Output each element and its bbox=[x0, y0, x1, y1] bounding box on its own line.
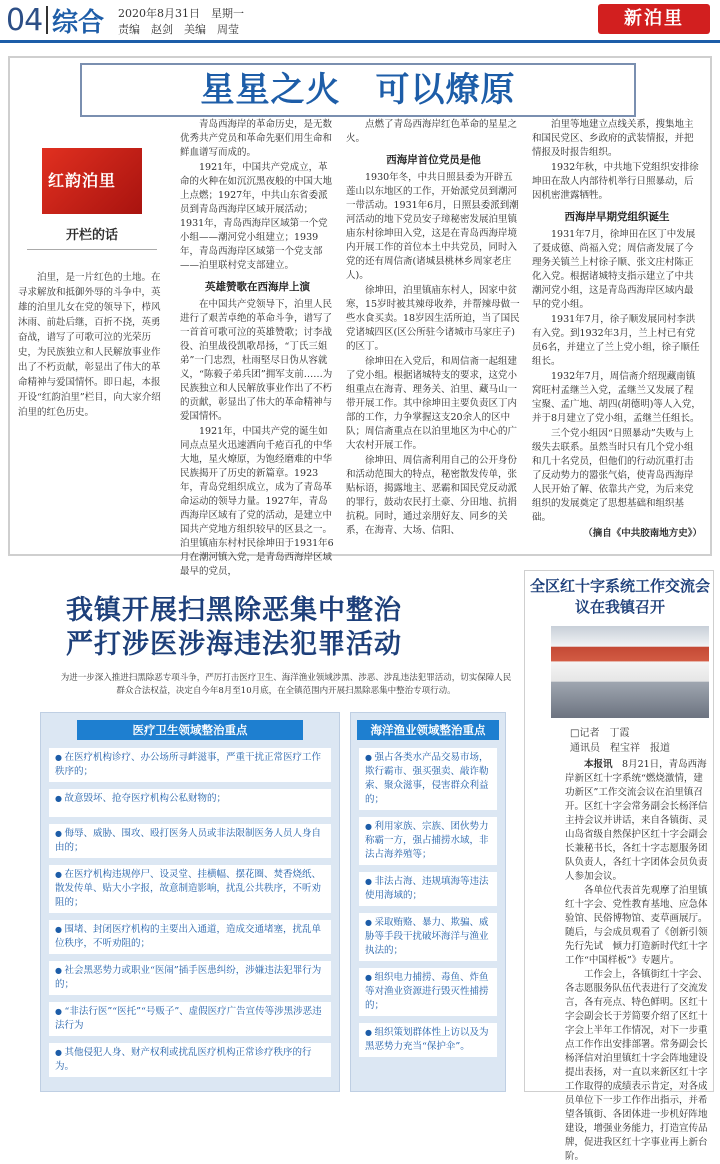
article2-summary: 为进一步深入推进扫黑除恶专项斗争，严厉打击医疗卫生、海洋渔业领域涉黑、涉恶、涉乱违法犯罪活动，切实保障人民群众合法权益，决定自今年8月至10月底，在全镇范围内开展扫黑除恶集中整治专项行动。 bbox=[60, 673, 512, 696]
subheading: 西海岸首位党员是他 bbox=[386, 154, 481, 166]
list-item: ● 采取贿赂、暴力、欺骗、威胁等手段干扰破坏海洋与渔业执法的； bbox=[359, 913, 497, 961]
article3-body bbox=[565, 758, 718, 1162]
column-label: 开栏的话 bbox=[65, 228, 118, 243]
list-item: ● 围堵、封闭医疗机构的主要出入通道，造成交通堵塞，扰乱单位秩序，不听劝阻的； bbox=[49, 920, 331, 954]
paragraph: 三个党小组因“日照暴动”失败与上级失去联系。虽然当时只有几个党小组和几十名党员，但他们的行动沉重打击了反动势力的嚣张气焰，使青岛西海岸人民开始了解、依靠共产党，为后来党组织的发展奠定了思想基础和组织基础。 bbox=[532, 428, 694, 523]
subheading: 西海岸早期党组织诞生 bbox=[564, 211, 670, 223]
list-item: ● 在医疗机构违规停尸、设灵堂、挂横幅、摆花圈、焚香烧纸、散发传单、贴大小字报，故意制造影响，扰乱公共秩序，不听劝阻的； bbox=[49, 865, 331, 913]
paragraph: 徐坤田在入党后，和周信斋一起组建了党小组。根据诸城特支的要求，这党小组重点在海青、理务关、泊里、藏马山一带开展工作。其中徐坤田主要负责区丁内部的工作，力争掌握这支20余人的区中队；周信斋重点在以泊里地区为中心的广大农村开展工作。 bbox=[346, 356, 518, 451]
list-item: ● 非法占海、违规填海等违法使用海域的； bbox=[359, 872, 497, 906]
paragraph: 徐坤田，泊里镇庙东村人，因家中贫寒，15岁时被其辣母收养，并帮辣母做一些水食买卖。18岁因生活所迫，当了国民党诸城四区(区公所驻今诸城市马家庄子)的区丁。 bbox=[346, 285, 520, 352]
column-intro-sidebar bbox=[14, 118, 170, 552]
article1-column-1 bbox=[180, 118, 335, 577]
meeting-photo bbox=[551, 626, 709, 718]
paragraph-text: 8月21日，青岛西海岸新区红十字系统“燃烧激情，建功新区”工作交流会议在泊里镇召开。区红十字会常务副会长杨泽信主持会议并讲话，来自各镇街、灵山岛省级自然保护区红十字会副会长兼秘书长，各红十字志愿服务团队负责人，各红十字团体会员负责人参加会议。 bbox=[565, 759, 708, 882]
article1-column-3 bbox=[532, 118, 702, 552]
paragraph: 各单位代表首先观摩了泊里镇红十字会、党性教育基地、应急体验馆、民俗博物馆、麦草画展厅。随后，与会成员观看了《创新引领 先行先试 倾力打造新时代红十字工作“中国样板”》专题片。 bbox=[565, 885, 718, 966]
header-divider bbox=[46, 6, 48, 34]
paragraph bbox=[565, 758, 710, 884]
paragraph: 1931年7月，徐坤田在区丁中发展了聂成德、尚福入党；周信斋发展了今理务关镇兰上村徐子顺、张文庄村陈正化入党。根据诸城特支指示建立了中共潮河党小组，这是青岛西海岸区域内最早的党小组。 bbox=[532, 229, 696, 310]
paragraph: 青岛西海岸的革命历史，是无数优秀共产党员和革命先驱们用生命和鲜血谱写而成的。 bbox=[180, 119, 333, 158]
list-item: ● “非法行医”“医托”“号贩子”、虚假医疗广告宣传等涉黑涉恶违法行为 bbox=[49, 1002, 331, 1036]
column-label-rule bbox=[27, 249, 157, 250]
article3-title: 全区红十字系统工作交流会议在我镇召开 bbox=[529, 577, 710, 616]
list-item: ● 其他侵犯人身、财产权利或扰乱医疗机构正常诊疗秩序的行为。 bbox=[49, 1043, 331, 1077]
list-item: ● 组织策划群体性上访以及为黑恶势力充当“保护伞”。 bbox=[359, 1023, 497, 1057]
article2-title-line1: 我镇开展扫黑除恶集中整治 bbox=[66, 595, 402, 626]
paragraph: 泊里等地建立点线关系，搜集地主和国民党区、乡政府的武装情报，并把情报及时报告组织。 bbox=[532, 119, 694, 158]
column-badge bbox=[42, 148, 142, 214]
paragraph: 1921年，中国共产党成立，革命的火种在如沉沉黑夜般的中国大地上点燃；1927年，中共山东省委派员到青岛西海岸区域开展活动；1931年，青岛西海岸区域第一个党小组——潮河党小组建立；1939年，青岛西海岸区域第一个党支部——泊里联村党支部建立。 bbox=[180, 162, 333, 271]
medical-focus-panel bbox=[40, 712, 340, 1092]
paragraph: 1921年，中国共产党的诞生如同点点星火迅速洒向千疮百孔的中华大地，星火燎原，为饱经磨难的中华民族揭开了历史的新篇章。1923年，青岛党组织成立，成为了青岛革命运动的领导力量。1927年，青岛西海岸区域有了党的活动，是建立中国共产党地方组织较早的区县之一。泊里镇庙东村村民徐坤田于1931年6月在潮河镇入党，是青岛西海岸区域最早的党员， bbox=[180, 426, 334, 577]
paragraph: 1932年7月，周信斋介绍现藏南镇窝旺村孟继兰入党，孟继兰又发展了程宝聚、孟广地、胡四(胡德明)等人入党，并于8月建立了党小组，孟继兰任组长。 bbox=[532, 371, 701, 424]
paragraph: 徐坤田、周信斋利用自己的公开身份和活动范围大的特点，秘密散发传单，张贴标语，揭露地主、恶霸和国民党反动派的罪行，鼓动农民打土豪、分田地、抗捐抗税。同时，通过亲朋好友、同乡的关系，在海青、大场、信阳、 bbox=[346, 455, 518, 536]
paragraph: 1930年冬，中共日照县委为开辟五莲山以东地区的工作，开始派党员到潮河一带活动。1931年6月，日照县委派到潮河活动的地下党员安子璋秘密发展泊里镇庙东村徐坤田入党，这是在青岛西海岸境内开展工作的首位本土中共党员，同时入党的还有周信斋(诸城县桃林乡周家老庄人)。 bbox=[346, 172, 519, 281]
dateline: 本报讯 bbox=[584, 759, 613, 770]
paragraph: 1931年7月，徐子顺发展同村李洪有入党。到1932年3月，兰上村已有党员6名，并建立了兰上党小组，徐子顺任组长。 bbox=[532, 314, 700, 367]
medical-panel-title: 医疗卫生领域整治重点 bbox=[77, 720, 303, 740]
fishery-focus-panel bbox=[350, 712, 506, 1092]
article1-title: 星星之火 可以燎原 bbox=[80, 63, 636, 117]
article3-byline bbox=[570, 726, 670, 756]
section-name: 综合 bbox=[52, 8, 105, 38]
paragraph: 在中国共产党领导下，泊里人民进行了艰苦卓绝的革命斗争，谱写了一首首可歌可泣的英雄赞歌；讨李战役、泊里战役凯歌昂扬，“丁氏三姐弟”一门忠烈，杜雨堅尽日伪从容就义，“陈毅子弟兵团”拥军支前……为民族独立和人民解放事业作出了不朽的贡献，彰显出了伟大的革命精神与爱国情怀。 bbox=[180, 299, 333, 422]
list-item: ● 社会黑恶势力或职业“医闹”插手医患纠纷，涉嫌违法犯罪行为的； bbox=[49, 961, 331, 995]
fishery-panel-title: 海洋渔业领域整治重点 bbox=[357, 720, 499, 740]
byline-reporter: □记者 丁霞 bbox=[570, 728, 630, 739]
column-badge-text: 红韵泊里 bbox=[48, 171, 117, 190]
list-item: ● 强占各类水产品交易市场，欺行霸市、强买强卖、敲诈勒索、聚众滋事，侵害群众利益的； bbox=[359, 748, 497, 810]
article1-column-2 bbox=[346, 118, 521, 552]
editors: 责编 赵剑 美编 周莹 bbox=[118, 23, 239, 36]
paragraph: 点燃了青岛西海岸红色革命的星星之火。 bbox=[346, 119, 518, 144]
list-item: ● 组织电力捕捞、毒鱼、炸鱼等对渔业资源进行毁灭性捕捞的； bbox=[359, 968, 497, 1016]
list-item: ● 在医疗机构诊疗、办公场所寻衅滋事，严重干扰正常医疗工作秩序的； bbox=[49, 748, 331, 782]
article-source: （摘自《中共胶南地方史》） bbox=[583, 528, 702, 539]
paragraph: 1932年秋，中共地下党组织安排徐坤田在敌人内部待机举行日照暴动，后因机密泄露牺牲。 bbox=[532, 162, 699, 201]
byline-correspondent: 通讯员 程宝祥 报道 bbox=[570, 743, 670, 754]
article2-title-line2: 严打涉医涉海违法犯罪活动 bbox=[66, 629, 402, 660]
issue-date: 2020年8月31日 星期一 bbox=[118, 7, 244, 20]
list-item: ● 侮辱、威胁、围攻、殴打医务人员或非法限制医务人员人身自由的； bbox=[49, 824, 331, 858]
column-intro-text: 泊里，是一片红色的土地。在寻求解放和抵御外辱的斗争中，英雄的泊里儿女在党的领导下，栉风沐雨、前赴后继，百折不挠，英勇奋战，谱写了可歌可泣的光荣历史，为民族独立和人民解放事业作出了不朽贡献，彰显出了伟大的革命精神与爱国情怀。即日起，本报开设“红韵泊里”栏目，向大家介绍泊里的红色历史。 bbox=[18, 272, 161, 418]
page-header bbox=[0, 0, 720, 40]
masthead-logo: 新泊里 bbox=[598, 4, 710, 34]
header-rule bbox=[0, 40, 720, 43]
subheading: 英雄赞歌在西海岸上演 bbox=[205, 281, 310, 293]
list-item: ● 利用家族、宗族、团伙势力称霸一方，强占捕捞水域，非法占海养殖等； bbox=[359, 817, 497, 865]
list-item: ● 故意毁坏、抢夺医疗机构公私财物的； bbox=[49, 789, 331, 817]
page-number: 04 bbox=[6, 3, 43, 38]
paragraph: 工作会上，各镇街红十字会、各志愿服务队伍代表进行了交流发言，各有亮点、特色鲜明。区红十字会副会长于芳简要介绍了区红十字会上半年工作情况，对下一步重点工作作出安排部署。常务副会长杨泽信对泊里镇红十字会阵地建设提出表扬，对一直以来新区红十字工作取得的成绩表示肯定，对各成员单位下一步工作作出指示，并希望各镇街、各团体进一步机好阵地建设，增强业务能力，打造宣传品牌，促进我区红十字事业再上新台阶。 bbox=[565, 969, 708, 1162]
